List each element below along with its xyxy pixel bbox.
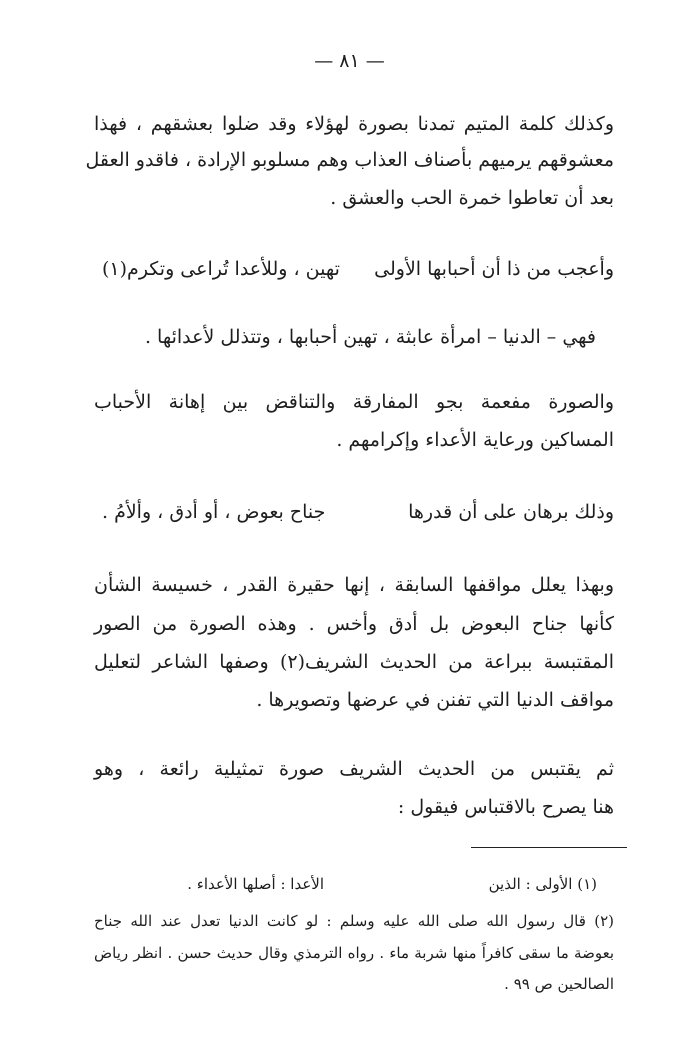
verse-2-second-hemistich: جناح بعوض ، أو أدق ، وألأمُ . [102, 501, 326, 523]
paragraph-4-line-3: المقتبسة ببراعة من الحديث الشريف(٢) وصفها الشاعر لتعليل [94, 651, 614, 673]
paragraph-4-line-4: مواقف الدنيا التي تفنن في عرضها وتصويرها . [256, 689, 614, 711]
footnote-2-line-2: بعوضة ما سقى كافراً منها شربة ماء . رواه الترمذي وقال حديث حسن . انظر رياض [94, 944, 614, 962]
footnote-1-part-a: (١) الأولى : الذين [488, 875, 597, 893]
footnote-1-part-b: الأعدا : أصلها الأعداء . [187, 875, 324, 893]
paragraph-3-line-2: المساكين ورعاية الأعداء وإكرامهم . [336, 429, 614, 451]
verse-2-first-hemistich: وذلك برهان على أن قدرها [408, 501, 614, 523]
paragraph-5-line-1: ثم يقتبس من الحديث الشريف صورة تمثيلية رائعة ، وهو [94, 758, 614, 780]
paragraph-4-line-2: كأنها جناح البعوض بل أدق وأخس . وهذه الصورة من الصور [94, 613, 614, 635]
paragraph-1-line-3: بعد أن تعاطوا خمرة الحب والعشق . [330, 187, 614, 209]
verse-1-first-hemistich: وأعجب من ذا أن أحبابها الأولى [374, 258, 614, 280]
verse-1-second-hemistich: تهين ، وللأعدا تُراعى وتكرم(١) [102, 258, 340, 280]
footnote-2-line-3: الصالحين ص ٩٩ . [504, 975, 614, 993]
footnote-2-line-1: (٢) قال رسول الله صلى الله عليه وسلم : لو كانت الدنيا تعدل عند الله جناح [94, 912, 614, 930]
paragraph-4-line-1: وبهذا يعلل مواقفها السابقة ، إنها حقيرة القدر ، خسيسة الشأن [94, 574, 614, 596]
paragraph-1-line-1: وكذلك كلمة المتيم تمدنا بصورة لهؤلاء وقد ضلوا بعشقهم ، فهذا [94, 113, 614, 135]
paragraph-1-line-2: معشوقهم يرميهم بأصناف العذاب وهم مسلوبو الإرادة ، فاقدو العقل [85, 149, 614, 171]
page-number: — ٨١ — [314, 50, 385, 72]
paragraph-5-line-2: هنا يصرح بالاقتباس فيقول : [397, 796, 614, 818]
paragraph-2-line-1: فهي – الدنيا – امرأة عابثة ، تهين أحبابها ، وتتذلل لأعدائها . [144, 326, 596, 348]
paragraph-3-line-1: والصورة مفعمة بجو المفارقة والتناقض بين إهانة الأحباب [94, 391, 614, 413]
footnote-separator [471, 847, 627, 848]
